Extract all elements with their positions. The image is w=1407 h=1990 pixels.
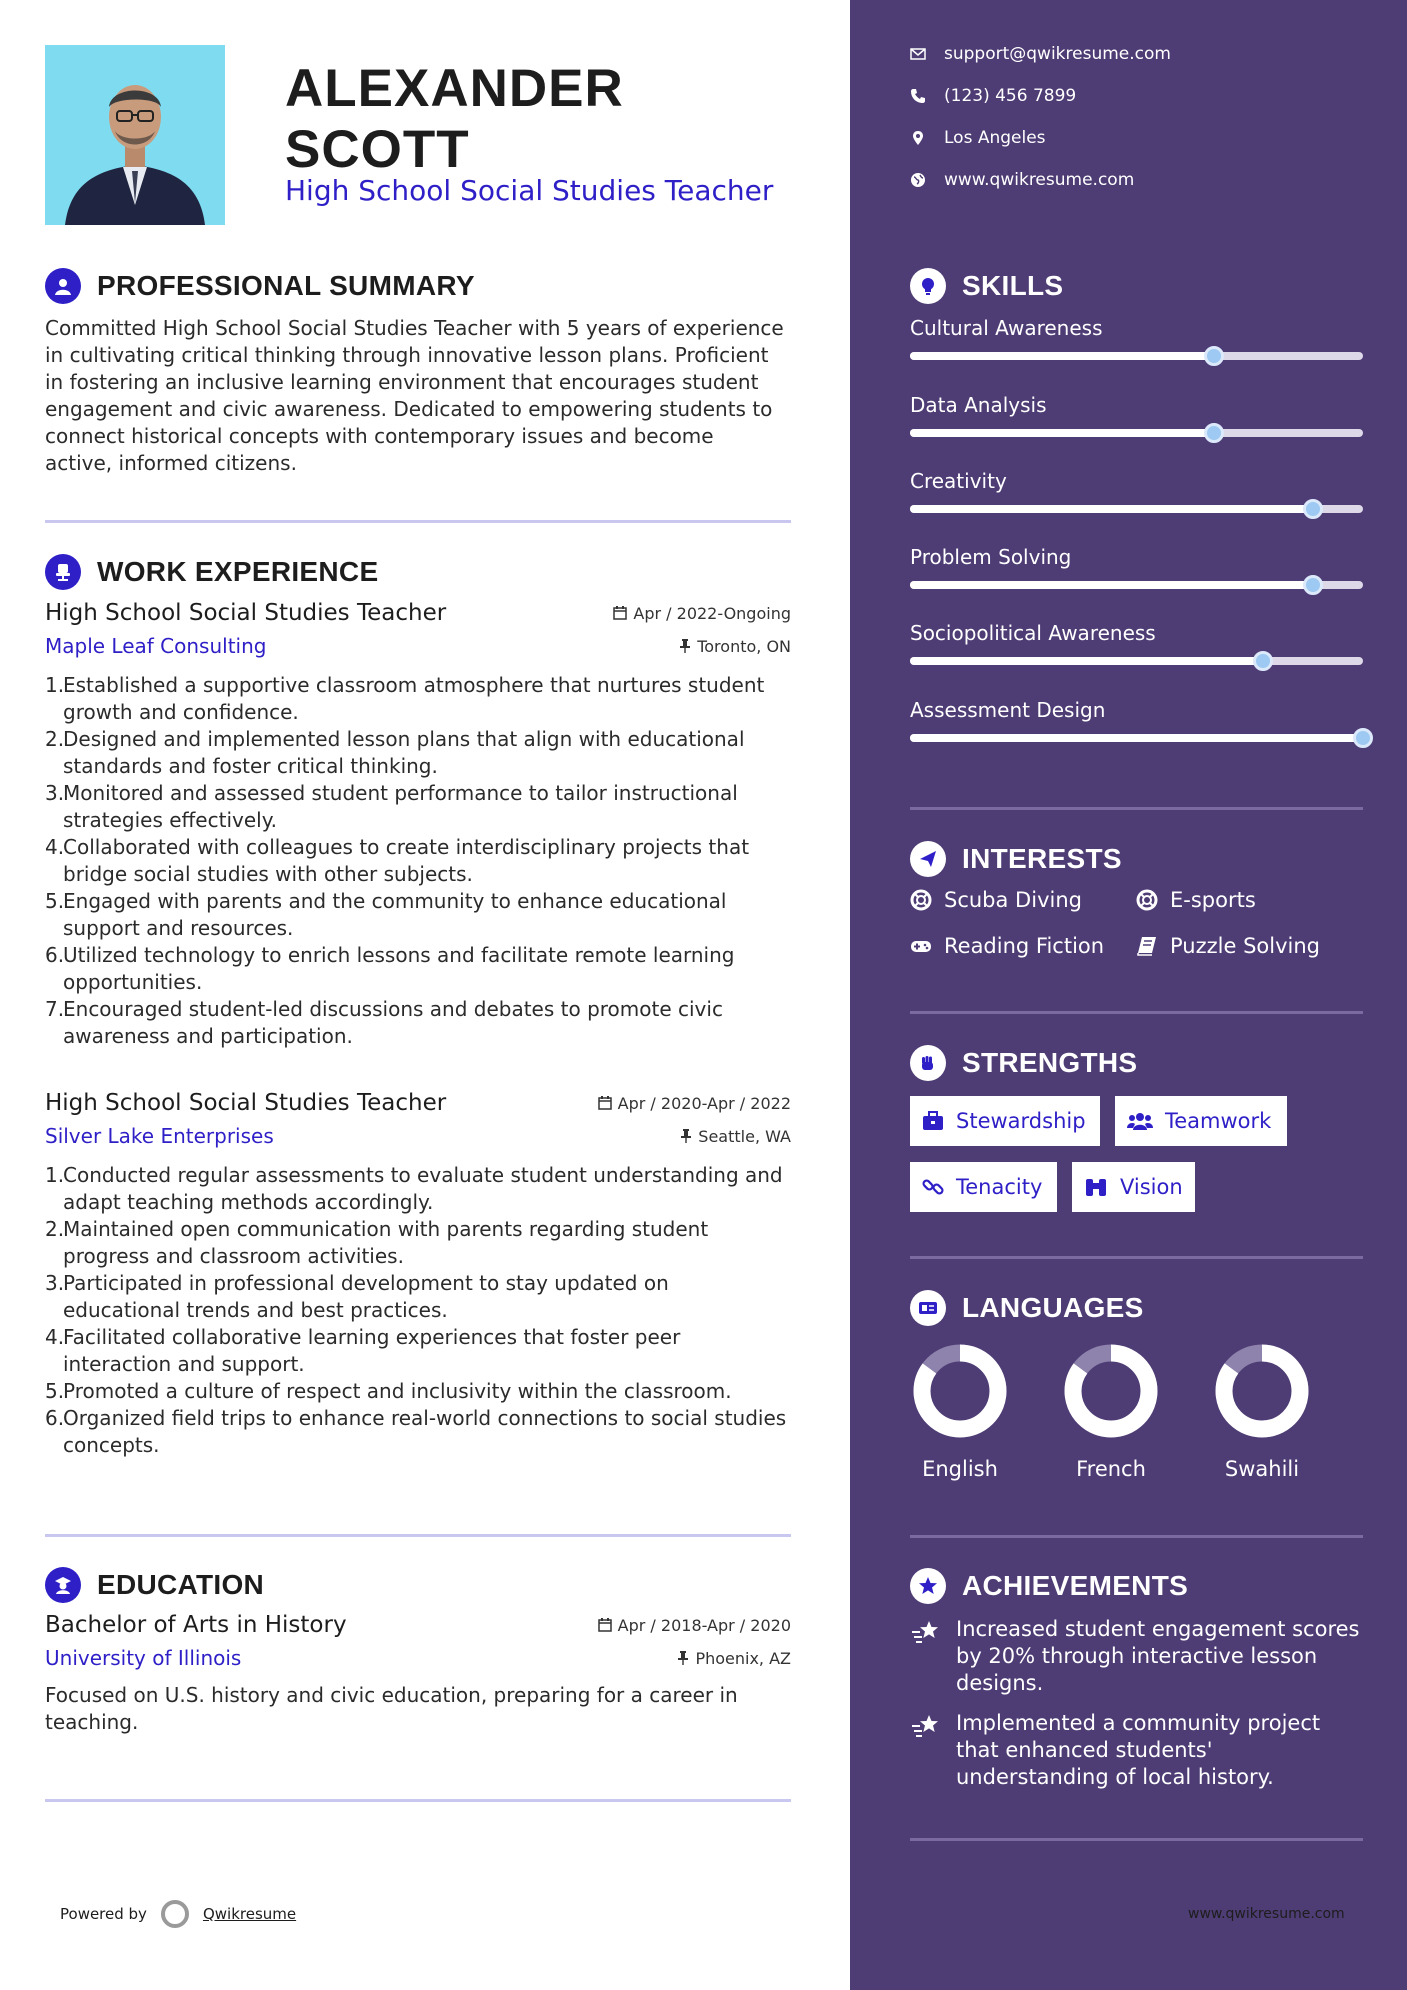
contact-location (910, 128, 1046, 148)
skill-fill (910, 657, 1263, 665)
powered-by-label: Powered by (60, 1905, 147, 1923)
brand-link[interactable]: Qwikresume (202, 1905, 297, 1923)
strength-label: Teamwork (1165, 1109, 1272, 1133)
achievements-heading (910, 1568, 1188, 1604)
job-location (679, 637, 791, 656)
skill-track (910, 352, 1363, 360)
languages-title: LANGUAGES (962, 1292, 1144, 1323)
section-divider (910, 1256, 1363, 1259)
interest-label: Puzzle Solving (1170, 934, 1320, 958)
skill-item (910, 621, 1363, 665)
skill-label: Sociopolitical Awareness (910, 621, 1156, 645)
strength-badge (1115, 1096, 1287, 1146)
pin-icon (679, 639, 691, 653)
skill-fill (910, 734, 1363, 742)
list-item: 7.Encouraged student-led discussions and debates to promote civic awareness and participation. (45, 997, 723, 1048)
job-location-text: Toronto, ON (697, 636, 791, 656)
skill-fill (910, 352, 1214, 360)
job-company: Silver Lake Enterprises (45, 1124, 274, 1148)
interest-item (1136, 934, 1320, 958)
list-item: 2.Designed and implemented lesson plans that align with educational standards and foster critical thinking. (45, 727, 745, 778)
list-item: 1.Established a supportive classroom atmosphere that nurtures student growth and confidence. (45, 673, 765, 724)
lightbulb-icon (910, 268, 946, 304)
section-divider (910, 1535, 1363, 1538)
name-last: SCOTT (285, 120, 470, 179)
language-ring (905, 1343, 1015, 1443)
shooting-star-icon (910, 1712, 942, 1740)
education-date-text: Apr / 2018-Apr / 2020 (617, 1615, 791, 1635)
skill-item (910, 545, 1363, 589)
job-date (598, 1094, 791, 1113)
list-item: 6.Organized field trips to enhance real-world connections to social studies concepts. (45, 1406, 787, 1457)
achievement-item (910, 1710, 1363, 1791)
pin-icon (680, 1129, 692, 1143)
job-date-text: Apr / 2020-Apr / 2022 (617, 1093, 791, 1113)
office-chair-icon (45, 554, 81, 590)
list-item: 3.Monitored and assessed student performance to tailor instructional strategies effectively. (45, 781, 738, 832)
skill-knob[interactable] (1303, 575, 1323, 595)
calendar-icon (598, 1618, 612, 1632)
graduate-icon (45, 1567, 81, 1603)
language-item (1056, 1343, 1166, 1481)
education-date (598, 1616, 791, 1635)
interest-item (1136, 888, 1256, 912)
calendar-icon (598, 1096, 612, 1110)
language-name: French (1076, 1457, 1146, 1481)
calendar-icon (613, 606, 627, 620)
skill-knob[interactable] (1204, 423, 1224, 443)
interest-label: Reading Fiction (944, 934, 1105, 958)
fist-icon (910, 1045, 946, 1081)
list-item: 4.Collaborated with colleagues to create interdisciplinary projects that bridge social studies with other subjects. (45, 835, 750, 886)
skill-item (910, 469, 1363, 513)
skill-track (910, 734, 1363, 742)
life-ring-icon (910, 889, 932, 911)
candidate-role: High School Social Studies Teacher (285, 174, 774, 207)
section-divider (45, 520, 791, 523)
summary-title: PROFESSIONAL SUMMARY (97, 270, 475, 301)
skill-fill (910, 581, 1313, 589)
language-item (905, 1343, 1015, 1481)
job-company: Maple Leaf Consulting (45, 634, 267, 658)
education-entry (45, 1612, 791, 1736)
gamepad-icon (910, 935, 932, 957)
skill-track (910, 429, 1363, 437)
language-ring (1056, 1343, 1166, 1443)
list-item: 2.Maintained open communication with parents regarding student progress and classroom activities. (45, 1217, 709, 1268)
achievement-text: Increased student engagement scores by 20% through interactive lesson designs. (956, 1617, 1360, 1695)
languages-heading (910, 1290, 1144, 1326)
skill-label: Data Analysis (910, 393, 1047, 417)
skill-item (910, 698, 1363, 742)
envelope-icon (910, 46, 926, 62)
language-item (1207, 1343, 1317, 1481)
interest-item (910, 934, 1104, 958)
job-date-text: Apr / 2022-Ongoing (633, 603, 791, 623)
strengths-title: STRENGTHS (962, 1047, 1138, 1078)
job-date (613, 604, 791, 623)
strength-label: Vision (1120, 1175, 1183, 1199)
person-avatar-icon (45, 45, 225, 225)
strength-label: Tenacity (956, 1175, 1043, 1199)
skills-title: SKILLS (962, 270, 1064, 301)
list-item: 3.Participated in professional development to stay updated on educational trends and best practices. (45, 1271, 669, 1322)
skills-heading (910, 268, 1063, 304)
contact-email[interactable] (910, 44, 1171, 64)
location-text: Los Angeles (944, 128, 1046, 148)
candidate-name (285, 58, 624, 180)
skill-knob[interactable] (1303, 499, 1323, 519)
interests-heading (910, 841, 1122, 877)
book-icon (1136, 935, 1158, 957)
list-item: 5.Promoted a culture of respect and inclusivity within the classroom. (45, 1379, 732, 1403)
section-divider (910, 1011, 1363, 1014)
job-entry (45, 600, 791, 1050)
qwikresume-logo-icon (161, 1900, 189, 1928)
education-description: Focused on U.S. history and civic education, preparing for a career in teaching. (45, 1683, 738, 1734)
skill-knob[interactable] (1253, 651, 1273, 671)
school-location (677, 1649, 791, 1668)
globe-icon (910, 172, 926, 188)
achievement-text: Implemented a community project that enhanced students' understanding of local history. (956, 1711, 1321, 1789)
paper-plane-icon (910, 841, 946, 877)
users-icon (1127, 1111, 1153, 1131)
language-name: Swahili (1224, 1457, 1300, 1481)
skill-knob[interactable] (1204, 346, 1224, 366)
pin-icon (677, 1651, 689, 1665)
website-text: www.qwikresume.com (944, 170, 1135, 190)
skill-fill (910, 429, 1214, 437)
sidebar (850, 0, 1407, 1990)
powered-by (60, 1900, 296, 1928)
skill-track (910, 657, 1363, 665)
language-ring (1207, 1343, 1317, 1443)
map-marker-icon (910, 130, 926, 146)
shooting-star-icon (910, 1618, 942, 1646)
skill-item (910, 393, 1363, 437)
list-item: 4.Facilitated collaborative learning experiences that foster peer interaction and support. (45, 1325, 681, 1376)
section-divider (45, 1534, 791, 1537)
summary-text: Committed High School Social Studies Teacher with 5 years of experience in cultivating critical thinking through innovative lesson plans. Proficient in fostering an inclusive learning environment that encourages student engagement and civic awareness. Dedicated to empowering students to connect historical concepts with contemporary issues and become active, informed citizens. (45, 316, 784, 475)
summary-heading (45, 268, 475, 304)
contact-website[interactable] (910, 170, 1134, 190)
skill-fill (910, 505, 1313, 513)
interest-item (910, 888, 1082, 912)
job-title: High School Social Studies Teacher (45, 600, 447, 626)
achievement-item (910, 1616, 1363, 1697)
skill-label: Assessment Design (910, 698, 1106, 722)
skill-knob[interactable] (1353, 728, 1373, 748)
user-icon (45, 268, 81, 304)
strength-badge (910, 1096, 1100, 1146)
experience-title: WORK EXPERIENCE (97, 556, 379, 587)
interest-label: E-sports (1170, 888, 1256, 912)
phone-icon (910, 88, 926, 104)
skill-label: Cultural Awareness (910, 316, 1103, 340)
interest-label: Scuba Diving (944, 888, 1082, 912)
education-title: EDUCATION (97, 1569, 265, 1600)
strengths-heading (910, 1045, 1137, 1081)
degree-title: Bachelor of Arts in History (45, 1612, 347, 1638)
list-item: 6.Utilized technology to enrich lessons and facilitate remote learning opportunities. (45, 943, 735, 994)
contact-phone[interactable] (910, 86, 1076, 106)
section-divider (910, 807, 1363, 810)
job-location-text: Seattle, WA (698, 1126, 791, 1146)
experience-heading (45, 554, 378, 590)
list-item: 1.Conducted regular assessments to evaluate student understanding and adapt teaching methods accordingly. (45, 1163, 783, 1214)
link-icon (922, 1176, 944, 1198)
job-location (680, 1127, 791, 1146)
life-ring-icon (1136, 889, 1158, 911)
phone-text: (123) 456 7899 (944, 86, 1077, 106)
section-divider (45, 1799, 791, 1802)
skill-track (910, 581, 1363, 589)
school-name: University of Illinois (45, 1646, 242, 1670)
language-name: English (922, 1457, 998, 1481)
profile-photo (45, 45, 225, 225)
job-title: High School Social Studies Teacher (45, 1090, 447, 1116)
skill-track (910, 505, 1363, 513)
job-bullets (45, 1162, 791, 1459)
section-divider (910, 1838, 1363, 1841)
skill-label: Creativity (910, 469, 1007, 493)
skill-item (910, 316, 1363, 360)
strength-badge (1072, 1162, 1195, 1212)
skill-label: Problem Solving (910, 545, 1072, 569)
list-item: 5.Engaged with parents and the community to enhance educational support and resources. (45, 889, 727, 940)
footer-url[interactable]: www.qwikresume.com (1188, 1906, 1345, 1922)
email-text: support@qwikresume.com (944, 44, 1171, 64)
job-entry (45, 1090, 791, 1459)
education-heading (45, 1567, 264, 1603)
job-bullets (45, 672, 791, 1050)
interests-title: INTERESTS (962, 843, 1122, 874)
strength-label: Stewardship (956, 1109, 1086, 1133)
name-first: ALEXANDER (285, 59, 624, 118)
binoculars-icon (1084, 1177, 1108, 1197)
star-badge-icon (910, 1568, 946, 1604)
achievements-title: ACHIEVEMENTS (962, 1570, 1189, 1601)
language-icon (910, 1290, 946, 1326)
strength-badge (910, 1162, 1057, 1212)
briefcase-icon (922, 1111, 944, 1131)
school-location-text: Phoenix, AZ (695, 1648, 791, 1668)
